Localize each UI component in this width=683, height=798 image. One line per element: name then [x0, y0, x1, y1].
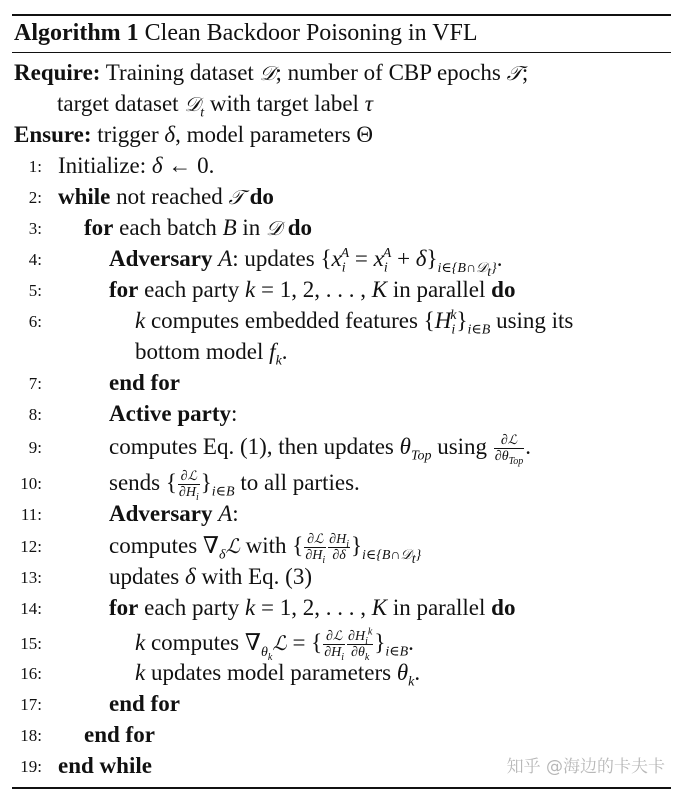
- algo-line-8: [0, 398, 683, 429]
- line-content: bottom model $f_k$.: [135, 339, 288, 369]
- line-content: Adversary A:: [109, 501, 239, 526]
- line-content: for each party k = 1, 2, . . . , K in parallel do: [109, 277, 516, 302]
- require-text-1: Training dataset 𝒟; number of CBP epochs 𝒯;: [105, 60, 529, 85]
- line-number: 4:: [28, 250, 42, 269]
- line-content: sends { $\frac{\text{∂ℒ}}{\partial H_i}$ }$_{i\in B}$ to all parties.: [109, 469, 360, 504]
- algo-line-15: [0, 626, 683, 664]
- line-number: 17:: [20, 695, 42, 714]
- algo-line-16: [0, 657, 683, 688]
- algo-line-17: [0, 688, 683, 719]
- line-content: Adversary A: updates $\{x_i^A = x_i^A + \delta\}_{i\in\{B\cap 𝒟_t\}}$.: [109, 246, 503, 280]
- line-content: end for: [84, 722, 155, 747]
- line-number: 13:: [20, 568, 42, 587]
- line-content: for each party k = 1, 2, . . . , K in parallel do: [109, 595, 516, 620]
- line-content: Active party:: [109, 401, 238, 426]
- line-number: 10:: [20, 474, 42, 493]
- line-number: 18:: [20, 726, 42, 745]
- algo-line-5: [0, 274, 683, 305]
- line-content: k computes $\nabla_{\theta_k}ℒ$ = { $\frac{\text{∂ℒ}}{\partial H_i}$ $\frac{\partial H_i^k}{\partial\theta_k}$ }$_{i\in B}$.: [135, 626, 414, 664]
- line-number: 8:: [28, 405, 42, 424]
- line-number: 14:: [20, 599, 42, 618]
- line-number: 2:: [28, 188, 42, 207]
- line-content: k updates model parameters $\theta_k$.: [135, 660, 421, 690]
- line-number: 12:: [20, 537, 42, 556]
- line-number: 1:: [28, 157, 42, 176]
- line-content: for each batch B in 𝒟 do: [84, 215, 313, 240]
- algo-line-14: [0, 592, 683, 623]
- bottom-rule: [12, 787, 671, 789]
- algo-line-10: [0, 467, 683, 504]
- algorithm-label: Algorithm 1: [14, 20, 139, 46]
- require-line-cont: [57, 88, 373, 120]
- title-line: [14, 18, 478, 48]
- line-number: 5:: [28, 281, 42, 300]
- algo-line-1: [0, 150, 683, 181]
- mid-rule: [12, 52, 671, 53]
- line-number: 16:: [20, 664, 42, 683]
- line-content: end for: [109, 370, 180, 395]
- watermark: 知乎 @海边的卡夫卡: [506, 757, 665, 777]
- algo-line-6-cont: [0, 336, 683, 367]
- line-number: 19:: [20, 757, 42, 776]
- line-content: updates δ with Eq. (3): [109, 564, 312, 589]
- algo-line-11: [0, 498, 683, 529]
- line-content: while not reached 𝒯 do: [58, 184, 274, 209]
- line-number: 15:: [20, 634, 42, 653]
- algorithm-title: Clean Backdoor Poisoning in VFL: [144, 20, 478, 46]
- algo-line-12: [0, 530, 683, 567]
- line-number: 11:: [20, 505, 42, 524]
- require-text-2: target dataset 𝒟$_t$ with target label τ: [57, 91, 373, 121]
- line-number: 3:: [28, 219, 42, 238]
- line-content: computes Eq. (1), then updates $\theta_{Top}$ using $\frac{\text{∂ℒ}}{\partial\theta_{Top}}$ .: [109, 433, 532, 468]
- algo-line-3: [0, 212, 683, 243]
- ensure-label: Ensure:: [14, 122, 92, 147]
- line-content: end for: [109, 691, 180, 716]
- ensure-text: trigger δ, model parameters Θ: [97, 122, 374, 147]
- algo-line-6: [0, 305, 683, 336]
- algo-line-7: [0, 367, 683, 398]
- algo-line-18: [0, 719, 683, 750]
- line-number: 7:: [28, 374, 42, 393]
- ensure-line: [14, 119, 373, 150]
- require-label: Require:: [14, 60, 101, 85]
- algo-line-2: [0, 181, 683, 212]
- line-content: end while: [58, 753, 152, 778]
- algo-line-13: [0, 561, 683, 592]
- top-rule: [12, 14, 671, 16]
- line-content: k computes embedded features $\{H_i^k\}_{i\in B}$ using its: [135, 308, 574, 338]
- line-content: computes $\nabla_\delta ℒ$ with { $\frac{\text{∂ℒ}}{\partial H_i}$ $\frac{\partial H_i}{\partial\delta}$ }$_{i\in\{B\cap 𝒟_t\}}$: [109, 532, 422, 567]
- line-number: 6:: [28, 312, 42, 331]
- algo-line-9: [0, 431, 683, 468]
- require-line: [14, 57, 528, 89]
- line-number: 9:: [28, 438, 42, 457]
- line-content: Initialize: δ ← 0.: [58, 153, 215, 178]
- algo-line-4: [0, 243, 683, 280]
